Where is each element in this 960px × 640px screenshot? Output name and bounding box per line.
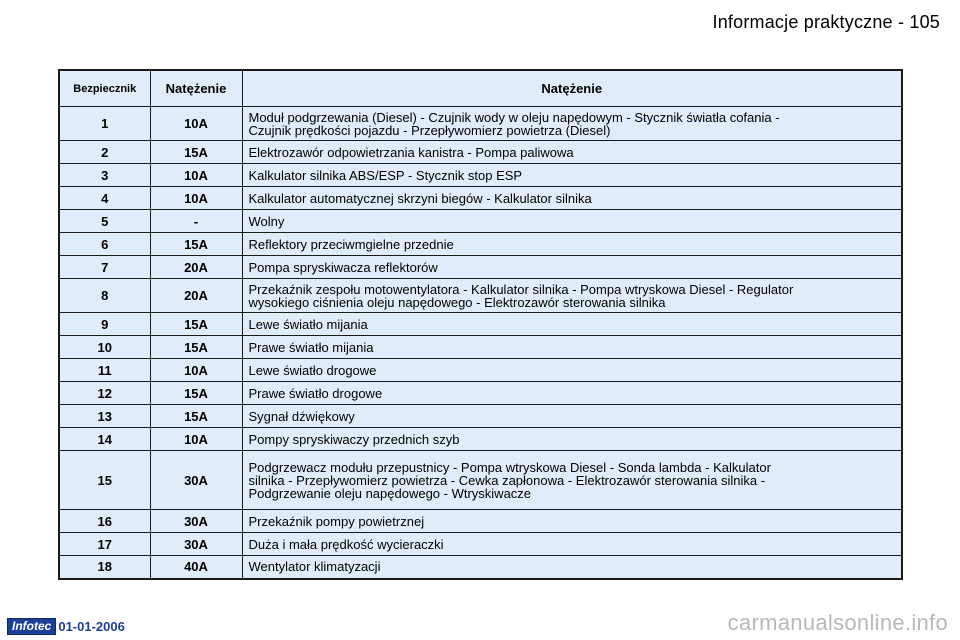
- fuse-description: [242, 359, 902, 382]
- infotec-logo: Infotec: [7, 618, 56, 635]
- description-line: Lewe światło drogowe: [248, 362, 377, 378]
- fuse-number: 12: [59, 382, 150, 405]
- table-row: [59, 256, 902, 279]
- table-row: [59, 336, 902, 359]
- table-row: [59, 556, 902, 579]
- description-line: Prawe światło mijania: [248, 339, 374, 355]
- fuse-amperage: 10A: [150, 164, 242, 187]
- fuse-description: [242, 533, 902, 556]
- footer: [7, 618, 125, 635]
- description-line: Przekaźnik zespołu motowentylatora - Kalkulator silnika - Pompa wtryskowa Diesel - Regulator: [248, 281, 794, 297]
- table-row: [59, 107, 902, 141]
- fuse-number: 9: [59, 313, 150, 336]
- fuse-amperage: -: [150, 210, 242, 233]
- table-row: [59, 382, 902, 405]
- fuse-description: [242, 336, 902, 359]
- header-amperage: Natężenie: [150, 70, 242, 107]
- fuse-description: [242, 510, 902, 533]
- table-row: [59, 279, 902, 313]
- table-row: [59, 359, 902, 382]
- description-line: Wolny: [248, 213, 285, 229]
- table-row: [59, 233, 902, 256]
- fuse-amperage: 10A: [150, 359, 242, 382]
- fuse-amperage: 15A: [150, 233, 242, 256]
- fuse-number: 14: [59, 428, 150, 451]
- fuse-description: [242, 141, 902, 164]
- fuse-number: 11: [59, 359, 150, 382]
- fuse-number: 13: [59, 405, 150, 428]
- fuse-number: 5: [59, 210, 150, 233]
- header-description: Natężenie: [242, 70, 902, 107]
- fuse-description: [242, 233, 902, 256]
- fuse-description: [242, 210, 902, 233]
- fuse-amperage: 40A: [150, 556, 242, 579]
- description-line: silnika - Przepływomierz powietrza - Cewka zapłonowa - Elektrozawór sterowania silnika -: [248, 472, 766, 488]
- fuse-amperage: 30A: [150, 451, 242, 510]
- description-line: Podgrzewacz modułu przepustnicy - Pompa wtryskowa Diesel - Sonda lambda - Kalkulator: [248, 459, 771, 475]
- fuse-description: [242, 279, 902, 313]
- table-row: [59, 428, 902, 451]
- description-line: Moduł podgrzewania (Diesel) - Czujnik wody w oleju napędowym - Stycznik światła cofania -: [248, 109, 780, 125]
- fuse-description: [242, 107, 902, 141]
- fuse-amperage: 10A: [150, 187, 242, 210]
- description-line: wysokiego ciśnienia oleju napędowego - Elektrozawór sterowania silnika: [248, 294, 666, 310]
- table-row: [59, 164, 902, 187]
- footer-date: 01-01-2006: [58, 619, 125, 634]
- fuse-number: 1: [59, 107, 150, 141]
- fuse-description: [242, 164, 902, 187]
- header-fuse: Bezpiecznik: [59, 70, 150, 107]
- fuse-description: [242, 382, 902, 405]
- description-line: Czujnik prędkości pojazdu - Przepływomierz powietrza (Diesel): [248, 122, 611, 138]
- fuse-amperage: 15A: [150, 141, 242, 164]
- fuse-description: [242, 428, 902, 451]
- fuse-description: [242, 256, 902, 279]
- fuse-number: 4: [59, 187, 150, 210]
- fuse-amperage: 30A: [150, 510, 242, 533]
- fuse-table-body: [59, 107, 902, 579]
- description-line: Podgrzewanie oleju napędowego - Wtryskiwacze: [248, 485, 532, 501]
- table-header-row: [59, 70, 902, 107]
- description-line: Prawe światło drogowe: [248, 385, 383, 401]
- description-line: Sygnał dźwiękowy: [248, 408, 355, 424]
- description-line: Lewe światło mijania: [248, 316, 368, 332]
- description-line: Pompy spryskiwaczy przednich szyb: [248, 431, 460, 447]
- fuse-description: [242, 556, 902, 579]
- fuse-description: [242, 451, 902, 510]
- fuse-number: 15: [59, 451, 150, 510]
- description-line: Reflektory przeciwmgielne przednie: [248, 236, 454, 252]
- table-row: [59, 187, 902, 210]
- table-row: [59, 510, 902, 533]
- description-line: Kalkulator automatycznej skrzyni biegów - Kalkulator silnika: [248, 190, 592, 206]
- description-line: Elektrozawór odpowietrzania kanistra - Pompa paliwowa: [248, 144, 574, 160]
- watermark: carmanualsonline.info: [727, 610, 948, 635]
- description-line: Pompa spryskiwacza reflektorów: [248, 259, 438, 275]
- fuse-amperage: 15A: [150, 336, 242, 359]
- table-row: [59, 313, 902, 336]
- fuse-number: 18: [59, 556, 150, 579]
- fuse-number: 8: [59, 279, 150, 313]
- fuse-number: 16: [59, 510, 150, 533]
- fuse-amperage: 10A: [150, 107, 242, 141]
- fuse-number: 10: [59, 336, 150, 359]
- fuse-number: 2: [59, 141, 150, 164]
- fuse-amperage: 30A: [150, 533, 242, 556]
- fuse-description: [242, 187, 902, 210]
- fuse-number: 6: [59, 233, 150, 256]
- table-row: [59, 533, 902, 556]
- table-row: [59, 405, 902, 428]
- fuse-amperage: 20A: [150, 279, 242, 313]
- fuse-number: 7: [59, 256, 150, 279]
- fuse-amperage: 15A: [150, 405, 242, 428]
- fuse-number: 17: [59, 533, 150, 556]
- description-line: Przekaźnik pompy powietrznej: [248, 513, 425, 529]
- fuse-description: [242, 405, 902, 428]
- fuse-amperage: 20A: [150, 256, 242, 279]
- page-header: Informacje praktyczne - 105: [712, 12, 940, 32]
- description-line: Kalkulator silnika ABS/ESP - Stycznik stop ESP: [248, 167, 523, 183]
- fuse-amperage: 15A: [150, 382, 242, 405]
- table-row: [59, 451, 902, 510]
- fuse-description: [242, 313, 902, 336]
- description-line: Wentylator klimatyzacji: [248, 559, 381, 575]
- description-line: Duża i mała prędkość wycieraczki: [248, 536, 444, 552]
- table-row: [59, 141, 902, 164]
- fuse-number: 3: [59, 164, 150, 187]
- table-row: [59, 210, 902, 233]
- fuse-amperage: 10A: [150, 428, 242, 451]
- fuse-amperage: 15A: [150, 313, 242, 336]
- fuse-table: [58, 69, 903, 580]
